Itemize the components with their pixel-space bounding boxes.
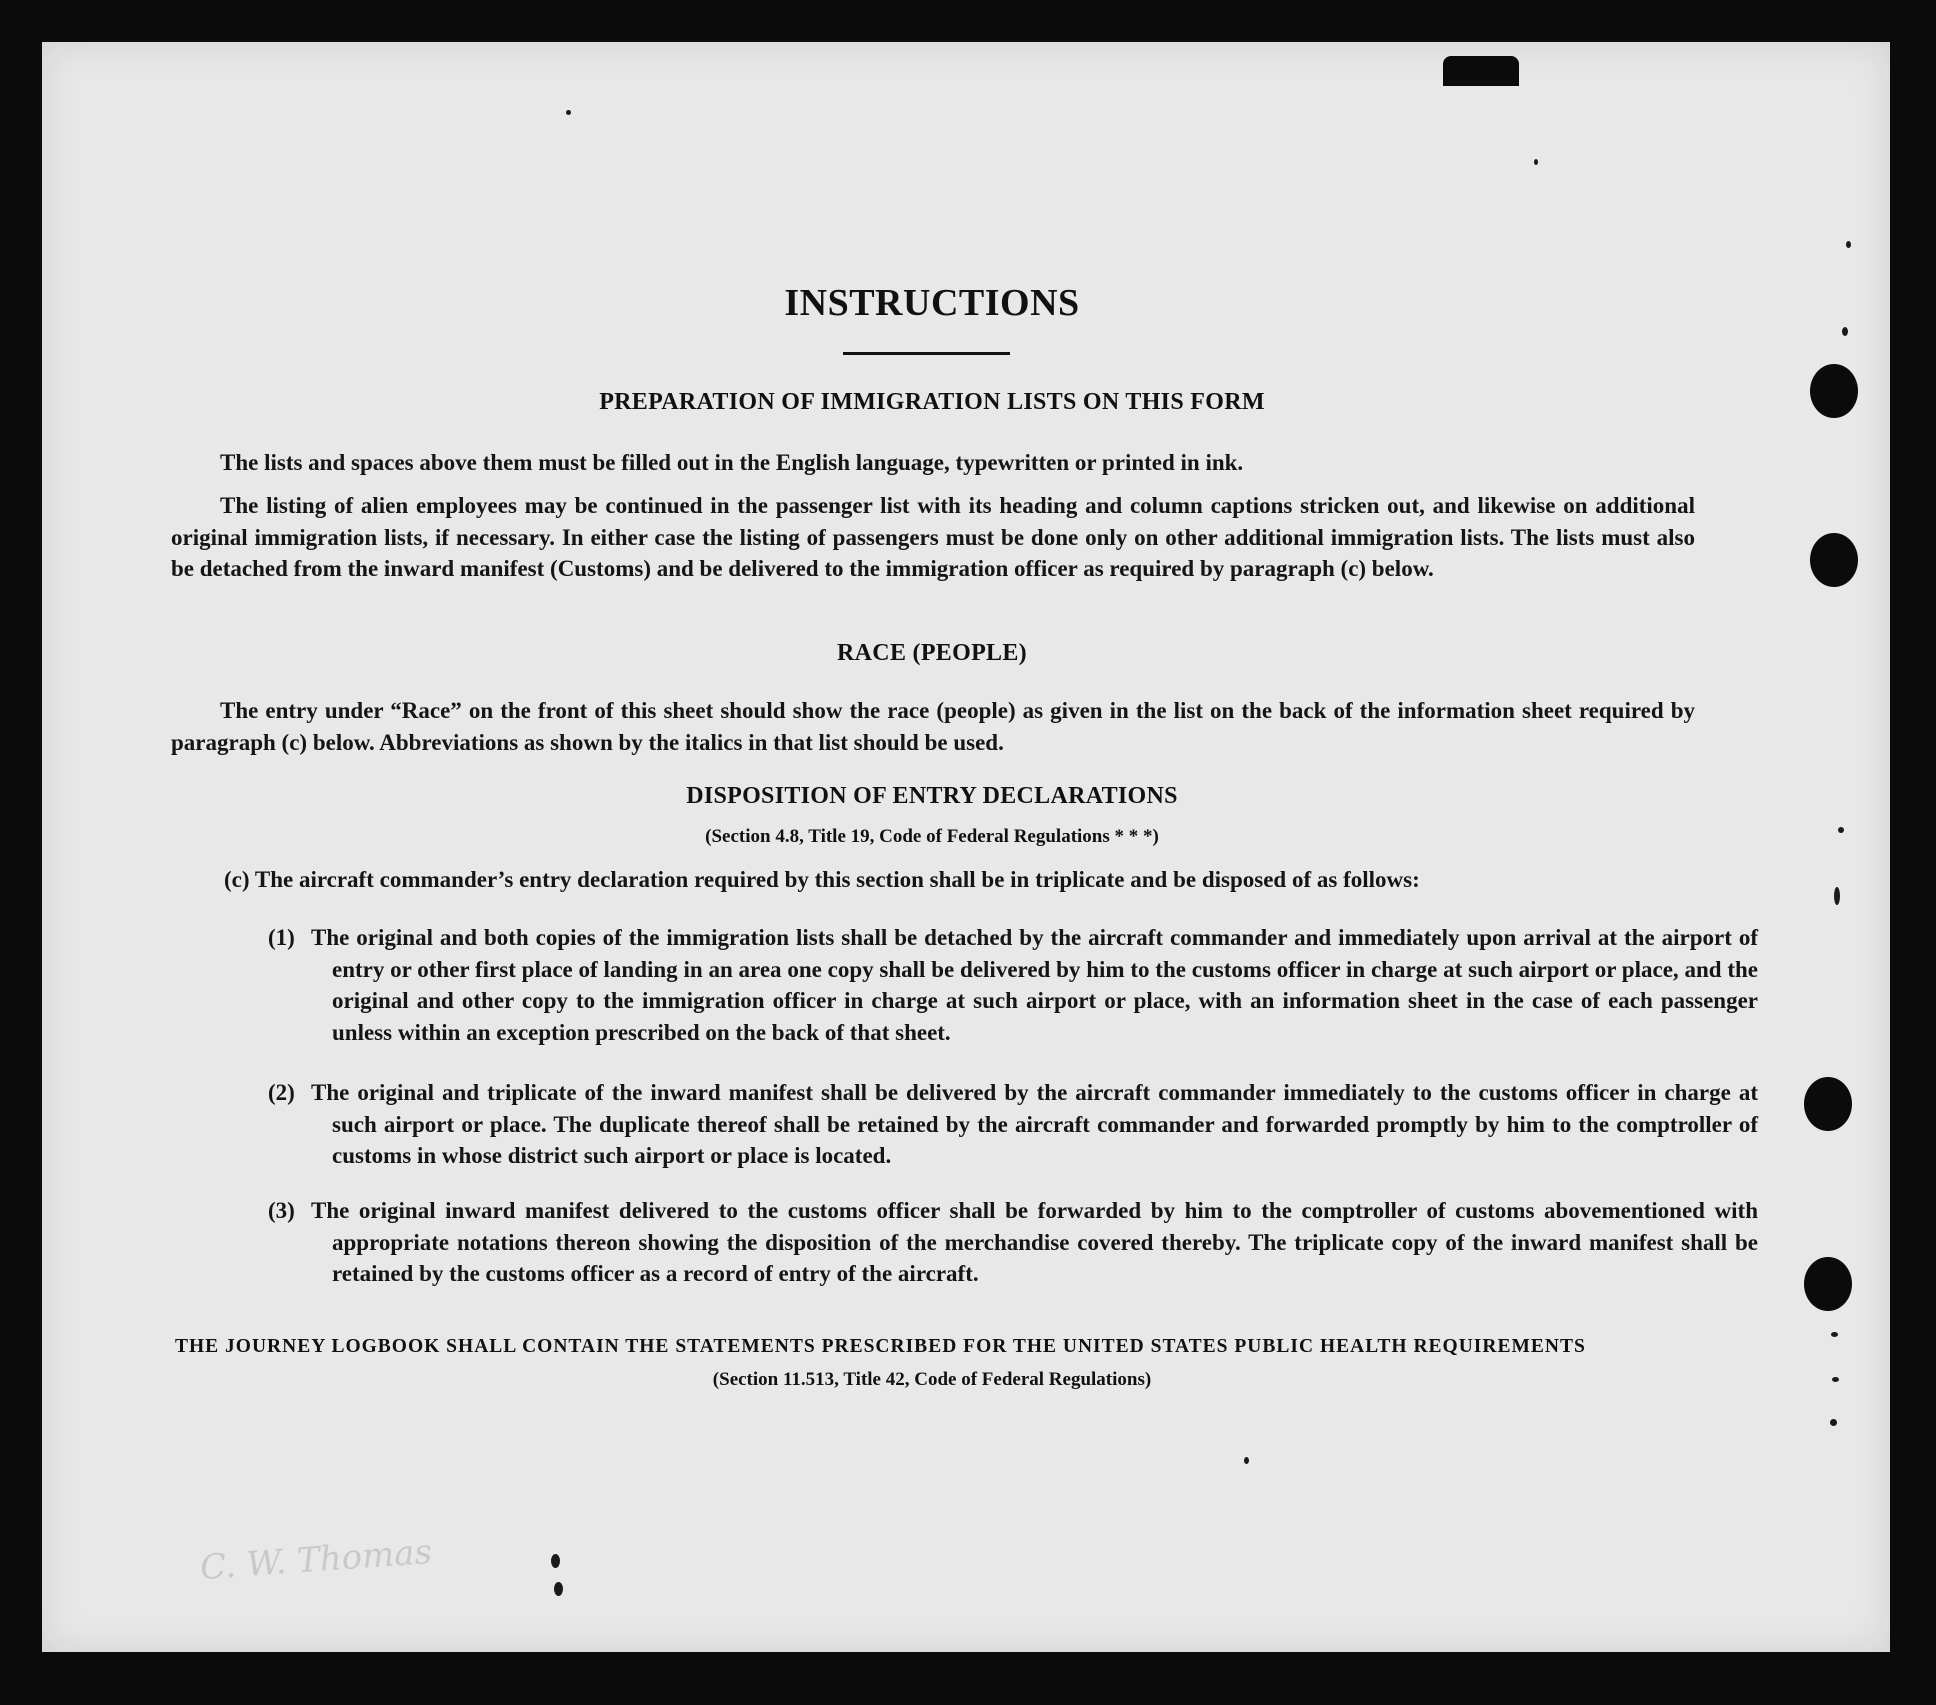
- item-number: (1): [268, 925, 295, 950]
- preparation-paragraph-2: The listing of alien employees may be continued in the passenger list with its heading and column captions stricken out, and likewise on additional original immigration lists, if necessary. In either case the listing of passengers must be done only on other additional immigration lists. The lists must also be detached from the inward manifest (Customs) and be delivered to the immigration officer as required by paragraph (c) below.: [171, 493, 1695, 581]
- speck: [1846, 241, 1851, 248]
- page-title: INSTRUCTIONS: [784, 282, 1080, 324]
- disposition-intro: (c) The aircraft commander’s entry declaration required by this section shall be in triplicate and be disposed of as follows:: [224, 867, 1420, 892]
- footer-statement: THE JOURNEY LOGBOOK SHALL CONTAIN THE STATEMENTS PRESCRIBED FOR THE UNITED STATES PUBLIC HEALTH REQUIREMENTS: [175, 1336, 1586, 1357]
- title-underline: [843, 352, 1010, 355]
- speck: [1244, 1457, 1249, 1464]
- preparation-heading: PREPARATION OF IMMIGRATION LISTS ON THIS FORM: [599, 389, 1265, 415]
- speck: [1830, 1419, 1837, 1426]
- speck: [554, 1582, 563, 1596]
- race-paragraph: The entry under “Race” on the front of this sheet should show the race (people) as given in the list on the back of the information sheet required by paragraph (c) below. Abbreviations as shown by the italics in that list should be used.: [171, 698, 1695, 755]
- disposition-heading: DISPOSITION OF ENTRY DECLARATIONS: [686, 783, 1178, 809]
- speck: [566, 110, 571, 115]
- disposition-item-3: [268, 1195, 1758, 1290]
- punch-hole: [1804, 1077, 1852, 1131]
- speck: [1834, 887, 1840, 905]
- item-text: The original inward manifest delivered to the customs officer shall be forwarded by him to the comptroller of customs abovementioned with appropriate notations thereon showing the disposition of the merchandise covered thereby. The triplicate copy of the inward manifest shall be retained by the customs officer as a record of entry of the aircraft.: [311, 1198, 1758, 1286]
- footer-citation: (Section 11.513, Title 42, Code of Federal Regulations): [712, 1369, 1152, 1390]
- faint-signature: C. W. Thomas: [198, 1531, 434, 1589]
- item-text: The original and both copies of the immigration lists shall be detached by the aircraft commander and immediately upon arrival at the airport of entry or other first place of landing in an area one copy shall be delivered by him to the customs officer in charge at such airport or place, and the original and other copy to the immigration officer in charge at such airport or place, with an information sheet in the case of each passenger unless within an exception prescribed on the back of that sheet.: [311, 925, 1758, 1045]
- speck: [1831, 1332, 1838, 1337]
- disposition-item-2: [268, 1077, 1758, 1172]
- race-heading: RACE (PEOPLE): [837, 640, 1027, 666]
- preparation-paragraph-1: The lists and spaces above them must be filled out in the English language, typewritten or printed in ink.: [220, 450, 1244, 475]
- disposition-item-1: [268, 922, 1758, 1048]
- item-number: (2): [268, 1080, 295, 1105]
- speck: [551, 1554, 560, 1568]
- punch-hole: [1810, 533, 1858, 587]
- item-text: The original and triplicate of the inward manifest shall be delivered by the aircraft commander immediately to the customs officer in charge at such airport or place. The duplicate thereof shall be retained by the aircraft commander and forwarded promptly by him to the comptroller of customs in whose district such airport or place is located.: [311, 1080, 1758, 1168]
- speck: [1534, 159, 1538, 165]
- disposition-citation: (Section 4.8, Title 19, Code of Federal Regulations * * *): [705, 826, 1159, 847]
- punch-hole: [1804, 1257, 1852, 1311]
- sheet-notch: [1443, 56, 1519, 86]
- item-number: (3): [268, 1198, 295, 1223]
- speck: [1842, 327, 1848, 336]
